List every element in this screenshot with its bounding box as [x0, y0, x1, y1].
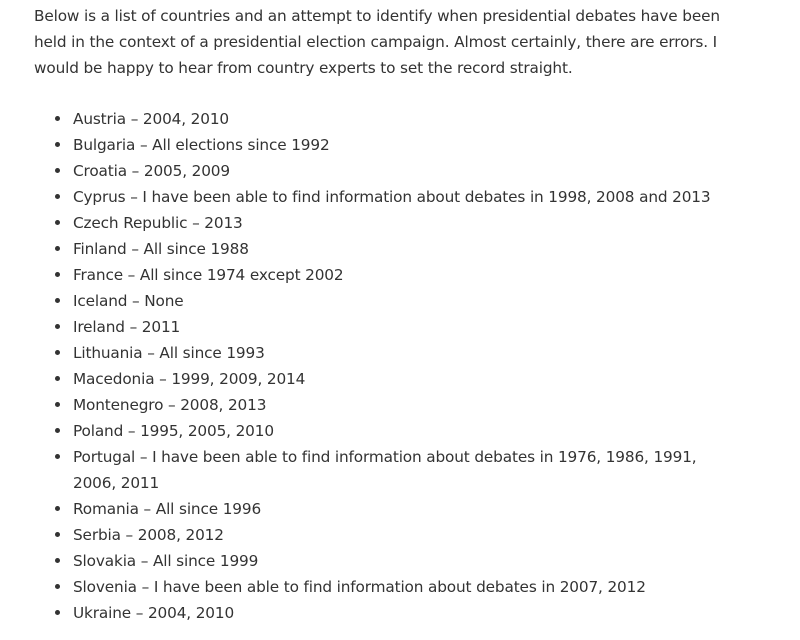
bullet-icon [55, 428, 60, 433]
list-item-text: Cyprus – I have been able to find information about debates in 1998, 2008 and 2013 [73, 188, 711, 206]
list-item [0, 548, 713, 574]
bullet-icon [55, 220, 60, 225]
list-item [0, 366, 713, 392]
list-item-text: Croatia – 2005, 2009 [73, 162, 230, 180]
bullet-icon [55, 116, 60, 121]
bullet-icon [55, 350, 60, 355]
list-item [0, 262, 713, 288]
intro-paragraph: Below is a list of countries and an attempt to identify when presidential debates have been held in the context of a presidential election campaign. Almost certainly, there are errors. I would be happy to hear from country experts to set the record straight. [34, 7, 720, 77]
bullet-icon [55, 584, 60, 589]
list-item-text: Serbia – 2008, 2012 [73, 526, 224, 544]
country-debate-list [0, 106, 800, 626]
list-item [0, 106, 713, 132]
bullet-icon [55, 558, 60, 563]
list-item-text: Iceland – None [73, 292, 184, 310]
list-item [0, 288, 713, 314]
list-item [0, 574, 713, 600]
list-item [0, 444, 713, 496]
bullet-icon [55, 324, 60, 329]
list-item [0, 184, 713, 210]
bullet-icon [55, 246, 60, 251]
list-item-text: Poland – 1995, 2005, 2010 [73, 422, 274, 440]
list-item [0, 132, 713, 158]
bullet-icon [55, 532, 60, 537]
list-item-text: France – All since 1974 except 2002 [73, 266, 344, 284]
list-item-text: Lithuania – All since 1993 [73, 344, 265, 362]
list-item-text: Romania – All since 1996 [73, 500, 262, 518]
list-item-text: Portugal – I have been able to find information about debates in 1976, 1986, 1991, 2006, 2011 [73, 448, 697, 492]
list-item [0, 392, 713, 418]
bullet-icon [55, 168, 60, 173]
list-item [0, 522, 713, 548]
list-item-text: Macedonia – 1999, 2009, 2014 [73, 370, 306, 388]
list-item-text: Finland – All since 1988 [73, 240, 249, 258]
list-item-text: Ireland – 2011 [73, 318, 181, 336]
list-item [0, 314, 713, 340]
list-item [0, 600, 713, 626]
list-item-text: Ukraine – 2004, 2010 [73, 604, 235, 622]
list-item [0, 340, 713, 366]
bullet-icon [55, 610, 60, 615]
list-item [0, 210, 713, 236]
bullet-icon [55, 454, 60, 459]
bullet-icon [55, 142, 60, 147]
list-item [0, 496, 713, 522]
list-item [0, 158, 713, 184]
list-item [0, 236, 713, 262]
list-item-text: Montenegro – 2008, 2013 [73, 396, 267, 414]
bullet-icon [55, 194, 60, 199]
bullet-icon [55, 506, 60, 511]
list-item-text: Czech Republic – 2013 [73, 214, 243, 232]
list-item-text: Slovenia – I have been able to find information about debates in 2007, 2012 [73, 578, 646, 596]
list-item [0, 418, 713, 444]
list-item-text: Bulgaria – All elections since 1992 [73, 136, 330, 154]
list-item-text: Slovakia – All since 1999 [73, 552, 259, 570]
bullet-icon [55, 402, 60, 407]
list-item-text: Austria – 2004, 2010 [73, 110, 229, 128]
bullet-icon [55, 298, 60, 303]
bullet-icon [55, 376, 60, 381]
bullet-icon [55, 272, 60, 277]
